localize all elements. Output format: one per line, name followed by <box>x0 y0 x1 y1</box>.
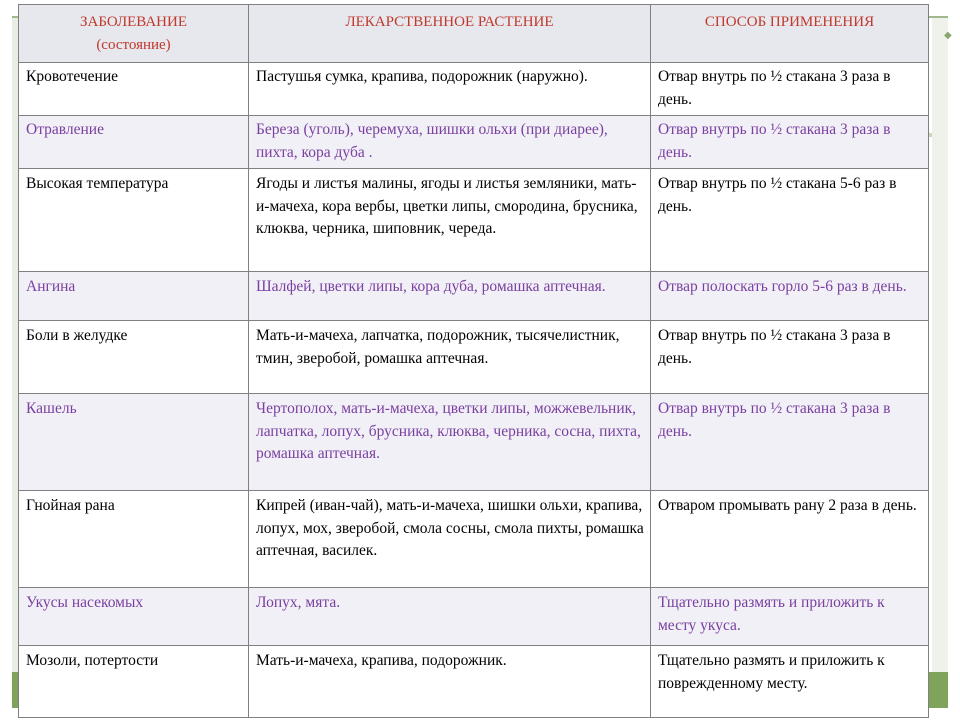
cell-plant: Кипрей (иван-чай), мать-и-мачеха, шишки ольхи, крапива, лопух, мох, зверобой, смола сосны, смола пихты, ромашка аптечная, василек. <box>249 491 651 588</box>
table-row <box>19 116 929 169</box>
cell-method: Отвар внутрь по ½ стакана 5-6 раз в день. <box>651 169 929 272</box>
header-method: СПОСОБ ПРИМЕНЕНИЯ <box>651 5 929 63</box>
cell-method: Тщательно размять и приложить к месту укуса. <box>651 588 929 646</box>
cell-plant: Лопух, мята. <box>249 588 651 646</box>
cell-disease: Гнойная рана <box>19 491 249 588</box>
header-plant: ЛЕКАРСТВЕННОЕ РАСТЕНИЕ <box>249 5 651 63</box>
cell-plant: Чертополох, мать-и-мачеха, цветки липы, можжевельник, лапчатка, лопух, брусника, клюква, черника, сосна, пихта, ромашка аптечная. <box>249 394 651 491</box>
header-disease-label: ЗАБОЛЕВАНИЕ <box>80 14 187 30</box>
bullet-icon: ◆ <box>944 30 952 41</box>
table-row <box>19 491 929 588</box>
cell-disease: Кровотечение <box>19 63 249 116</box>
cell-method: Отвар внутрь по ½ стакана 3 раза в день. <box>651 394 929 491</box>
cell-method: Отваром промывать рану 2 раза в день. <box>651 491 929 588</box>
table-row <box>19 646 929 718</box>
remedies-table <box>18 4 929 718</box>
table-row <box>19 169 929 272</box>
header-disease-sublabel: (состояние) <box>96 37 171 53</box>
cell-disease: Боли в желудке <box>19 321 249 394</box>
cell-disease: Ангина <box>19 272 249 321</box>
cell-method: Отвар полоскать горло 5-6 раз в день. <box>651 272 929 321</box>
cell-disease: Укусы насекомых <box>19 588 249 646</box>
table-row <box>19 272 929 321</box>
cell-plant: Ягоды и листья малины, ягоды и листья земляники, мать-и-мачеха, кора вербы, цветки липы, смородина, брусника, клюква, черника, шиповник, череда. <box>249 169 651 272</box>
table-header-row <box>19 5 929 63</box>
cell-plant: Мать-и-мачеха, крапива, подорожник. <box>249 646 651 718</box>
cell-disease: Мозоли, потертости <box>19 646 249 718</box>
table-row <box>19 63 929 116</box>
cell-disease: Высокая температура <box>19 169 249 272</box>
table-row <box>19 588 929 646</box>
cell-plant: Береза (уголь), черемуха, шишки ольхи (при диарее), пихта, кора дуба . <box>249 116 651 169</box>
cell-plant: Пастушья сумка, крапива, подорожник (наружно). <box>249 63 651 116</box>
cell-method: Отвар внутрь по ½ стакана 3 раза в день. <box>651 116 929 169</box>
cell-plant: Мать-и-мачеха, лапчатка, подорожник, тысячелистник, тмин, зверобой, ромашка аптечная. <box>249 321 651 394</box>
cell-method: Отвар внутрь по ½ стакана 3 раза в день. <box>651 63 929 116</box>
decorative-right-panel <box>932 18 948 708</box>
header-disease <box>19 5 249 63</box>
decorative-bottom-right-bar <box>926 672 948 708</box>
cell-method: Тщательно размять и приложить к поврежденному месту. <box>651 646 929 718</box>
table-row <box>19 394 929 491</box>
cell-disease: Кашель <box>19 394 249 491</box>
cell-method: Отвар внутрь по ½ стакана 3 раза в день. <box>651 321 929 394</box>
cell-plant: Шалфей, цветки липы, кора дуба, ромашка аптечная. <box>249 272 651 321</box>
cell-disease: Отравление <box>19 116 249 169</box>
table-row <box>19 321 929 394</box>
